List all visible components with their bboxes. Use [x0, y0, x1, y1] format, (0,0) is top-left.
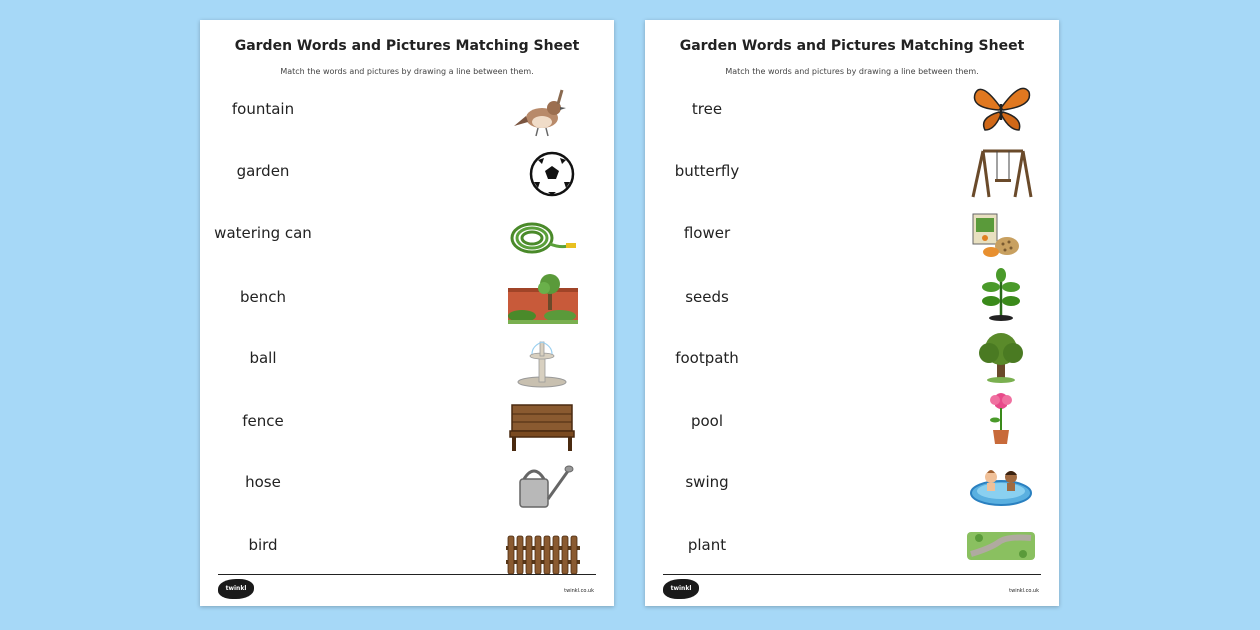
word-item: hose: [245, 473, 281, 491]
word-item: plant: [687, 536, 727, 554]
pool-icon: [961, 453, 1041, 513]
bench-icon: [502, 395, 582, 455]
site-url: twinkl.co.uk: [564, 588, 594, 594]
garden-icon: [502, 268, 582, 328]
word-item: butterfly: [674, 162, 740, 180]
bird-icon: [502, 82, 582, 142]
word-item: fence: [242, 412, 284, 430]
sheet-instructions: Match the words and pictures by drawing a line between them.: [725, 67, 979, 76]
fence-icon: [502, 520, 582, 580]
football-icon: [502, 144, 582, 204]
sheet-instructions: Match the words and pictures by drawing a line between them.: [280, 67, 534, 76]
butterfly-icon: [961, 78, 1041, 138]
word-item: footpath: [675, 349, 739, 367]
word-item: fountain: [231, 100, 295, 118]
seeds-icon: [961, 206, 1041, 266]
tree-icon: [961, 327, 1041, 387]
word-item: seeds: [685, 288, 729, 306]
swing-icon: [961, 143, 1041, 203]
watering-can-icon: [502, 457, 582, 517]
footer-divider: [663, 574, 1041, 575]
twinkl-logo: twinkl: [663, 579, 699, 599]
fountain-icon: [502, 332, 582, 392]
word-item: bird: [248, 536, 278, 554]
footpath-icon: [961, 518, 1041, 578]
worksheet-right: [645, 20, 1059, 606]
worksheet-left: [200, 20, 614, 606]
hose-icon: [502, 204, 582, 264]
word-item: swing: [685, 473, 729, 491]
word-item: ball: [249, 349, 277, 367]
word-item: garden: [236, 162, 290, 180]
sheet-title: Garden Words and Pictures Matching Sheet: [679, 38, 1025, 54]
word-item: bench: [239, 288, 286, 306]
word-item: tree: [691, 100, 723, 118]
twinkl-logo: twinkl: [218, 579, 254, 599]
word-item: flower: [683, 224, 731, 242]
site-url: twinkl.co.uk: [1009, 588, 1039, 594]
sheet-title: Garden Words and Pictures Matching Sheet: [234, 38, 580, 54]
word-item: watering can: [214, 224, 312, 242]
plant-icon: [961, 265, 1041, 325]
flower-icon: [961, 390, 1041, 450]
word-item: pool: [690, 412, 724, 430]
footer-divider: [218, 574, 596, 575]
